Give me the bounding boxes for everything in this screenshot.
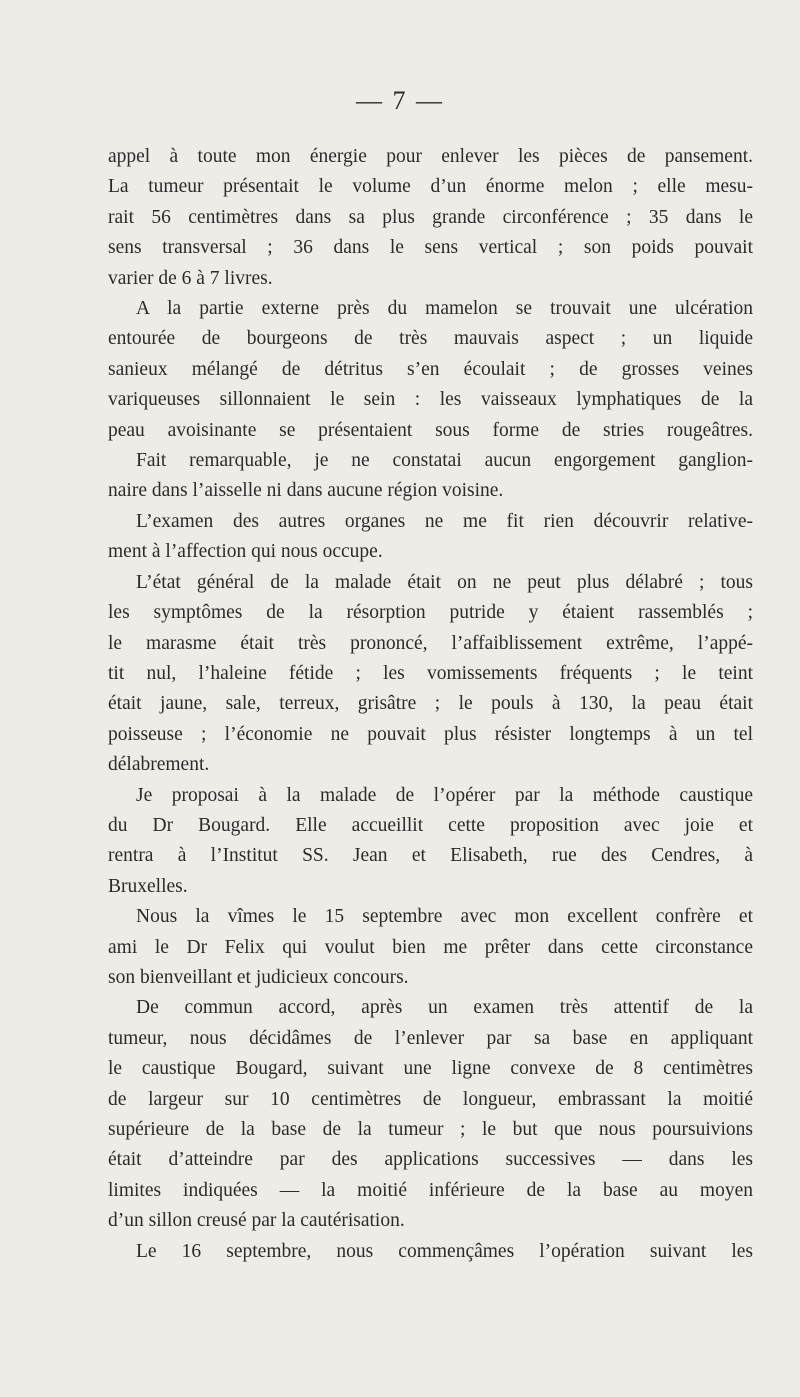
text-line: d’un sillon creusé par la cautérisation. (108, 1210, 405, 1232)
text-line: sanieux mélangé de détritus s’en écoulait ; de grosses veines (108, 358, 753, 380)
text-line: varier de 6 à 7 livres. (108, 267, 273, 289)
text-line: ami le Dr Felix qui voulut bien me prêter dans cette circonstance (108, 936, 753, 958)
text-line: poisseuse ; l’économie ne pouvait plus résister longtemps à un tel (108, 723, 753, 745)
text-line: A la partie externe près du mamelon se trouvait une ulcération (136, 298, 753, 320)
text-line: le marasme était très prononcé, l’affaiblissement extrême, l’appé- (108, 632, 753, 654)
text-line: du Dr Bougard. Elle accueillit cette proposition avec joie et (108, 814, 753, 836)
text-line: L’examen des autres organes ne me fit rien découvrir relative- (136, 510, 753, 532)
text-line: tumeur, nous décidâmes de l’enlever par sa base en appliquant (108, 1027, 753, 1049)
text-line: De commun accord, après un examen très attentif de la (136, 997, 753, 1019)
text-line: entourée de bourgeons de très mauvais aspect ; un liquide (108, 328, 753, 350)
body-text (108, 142, 753, 1267)
text-line: son bienveillant et judicieux concours. (108, 966, 409, 988)
text-line: le caustique Bougard, suivant une ligne convexe de 8 centimètres (108, 1058, 753, 1080)
page-number: — 7 — (356, 86, 444, 115)
text-line: Je proposai à la malade de l’opérer par la méthode caustique (136, 784, 753, 806)
text-line: Nous la vîmes le 15 septembre avec mon excellent confrère et (136, 906, 753, 928)
text-line: variqueuses sillonnaient le sein : les vaisseaux lymphatiques de la (108, 389, 753, 411)
text-line: naire dans l’aisselle ni dans aucune région voisine. (108, 480, 504, 502)
text-line: rait 56 centimètres dans sa plus grande circonférence ; 35 dans le (108, 206, 753, 228)
text-line: Bruxelles. (108, 875, 188, 897)
text-line: peau avoisinante se présentaient sous forme de stries rougeâtres. (108, 419, 753, 441)
text-line: supérieure de la base de la tumeur ; le but que nous poursuivions (108, 1119, 753, 1140)
text-line: les symptômes de la résorption putride y étaient rassemblés ; (108, 602, 753, 624)
text-line: appel à toute mon énergie pour enlever les pièces de pansement. (108, 146, 753, 167)
text-line: était d’atteindre par des applications successives — dans les (108, 1149, 753, 1171)
text-line: La tumeur présentait le volume d’un énorme melon ; elle mesu- (108, 176, 753, 198)
text-line: tit nul, l’haleine fétide ; les vomissements fréquents ; le teint (108, 662, 753, 684)
text-line: rentra à l’Institut SS. Jean et Elisabeth, rue des Cendres, à (108, 845, 753, 867)
text-line: limites indiquées — la moitié inférieure de la base au moyen (108, 1179, 753, 1201)
text-line: était jaune, sale, terreux, grisâtre ; le pouls à 130, la peau était (108, 693, 753, 715)
text-line: de largeur sur 10 centimètres de longueur, embrassant la moitié (108, 1088, 753, 1110)
text-line: Fait remarquable, je ne constatai aucun engorgement ganglion- (136, 450, 753, 472)
text-line: ment à l’affection qui nous occupe. (108, 541, 383, 563)
text-line: sens transversal ; 36 dans le sens vertical ; son poids pouvait (108, 237, 753, 259)
text-line: délabrement. (108, 754, 210, 776)
text-line: Le 16 septembre, nous commençâmes l’opération suivant les (136, 1240, 753, 1262)
text-line: L’état général de la malade était on ne peut plus délabré ; tous (136, 571, 753, 593)
